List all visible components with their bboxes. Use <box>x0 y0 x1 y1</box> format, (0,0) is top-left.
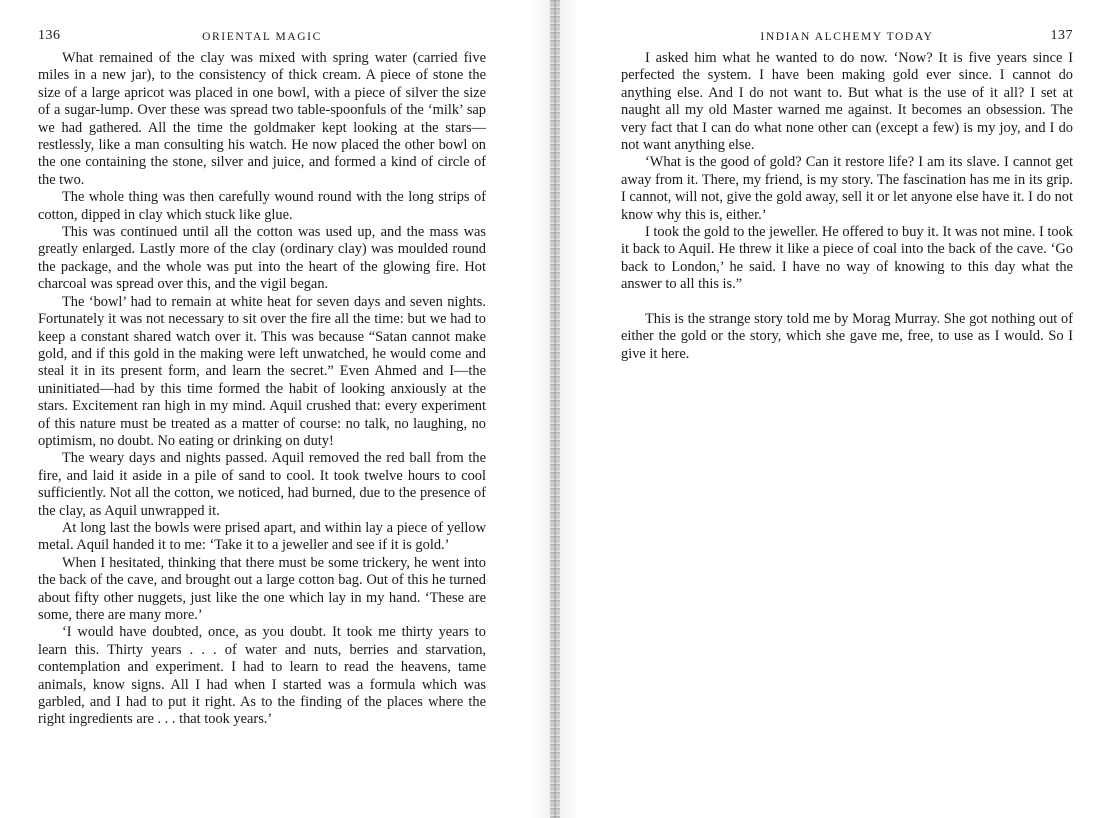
paragraph: This was continued until all the cotton was used up, and the mass was greatly enlarged. Lastly more of the clay (ordinary clay) was moulded round the package, and the whole was put into the heart of the glowing fire. Hot charcoal was spread over this, and the vigil began. <box>38 224 486 293</box>
book-gutter <box>550 0 560 818</box>
paragraph: ‘I would have doubted, once, as you doubt. It took me thirty years to learn this. Thirty years . . . of water and nuts, berries and starvation, contemplation and experiment. I had to learn to read the heavens, tame animals, know signs. All I had when I started was a formula which was garbled, and I had to put it right. As to the finding of the places where the right ingredients are . . . that took years.’ <box>38 624 486 728</box>
running-head <box>38 28 486 50</box>
page-number: 136 <box>38 28 61 43</box>
paragraph: The weary days and nights passed. Aquil removed the red ball from the fire, and laid it aside in a pile of sand to cool. It took twelve hours to cool sufficiently. Not all the cotton, we noticed, had burned, due to the presence of the clay, as Aquil unwrapped it. <box>38 450 486 519</box>
running-head <box>621 28 1073 50</box>
paragraph: I asked him what he wanted to do now. ‘Now? It is five years since I perfected the system. I have been making gold ever since. I cannot do anything else. And I do not want to. But what is the use of it all? I set at naught all my old Master warned me against. It becomes an obsession. The very fact that I can do what none other can (except a few) is my joy, and I do not want anything else. <box>621 50 1073 154</box>
paragraph: The ‘bowl’ had to remain at white heat for seven days and seven nights. Fortunately it was not necessary to sit over the fire all the time: but we had to keep a constant shared watch over it. This was because “Satan cannot make gold, and if this gold in the making were left unwatched, he would come and steal it in its present form, and learn the secret.” Even Ahmed and I—the uninitiated—had by this time formed the habit of looking anxiously at the stars. Excitement ran high in my mind. Aquil crushed that: every experiment of this nature must be treated as a matter of course: no talk, no laughing, no optimism, no doubt. No eating or drinking on duty! <box>38 293 486 449</box>
running-head-title: ORIENTAL MAGIC <box>202 31 322 43</box>
page-number: 137 <box>1050 28 1073 43</box>
paragraph: The whole thing was then carefully wound round with the long strips of cotton, dipped in clay which stuck like glue. <box>38 189 486 223</box>
left-page <box>38 28 486 729</box>
page-body <box>38 50 486 729</box>
page-body <box>621 50 1073 363</box>
paragraph: When I hesitated, thinking that there must be some trickery, he went into the back of the cave, and brought out a large cotton bag. Out of this he turned about fifty other nuggets, just like the one which lay in my hand. ‘These are some, there are many more.’ <box>38 554 486 623</box>
paragraph: ‘What is the good of gold? Can it restore life? I am its slave. I cannot get away from it. There, my friend, is my story. The fascination has me in its grip. I cannot, will not, give the gold away, sell it or let anyone else have it. I do not know why this is, either.’ <box>621 154 1073 223</box>
paragraph: What remained of the clay was mixed with spring water (carried five miles in a new jar), to the consistency of thick cream. A piece of stone the size of a large apricot was placed in one bowl, with a piece of silver the size of a sugar-lump. Over these was spread two table-spoonfuls of the ‘milk’ sap we had gathered. All the time the goldmaker kept looking at the stars—restlessly, like a man consulting his watch. He now placed the other bowl on the one containing the stone, silver and juice, and formed a kind of circle of the two. <box>38 50 486 188</box>
paragraph: At long last the bowls were prised apart, and within lay a piece of yellow metal. Aquil handed it to me: ‘Take it to a jeweller and see if it is gold.’ <box>38 519 486 554</box>
closing-paragraph: This is the strange story told me by Morag Murray. She got nothing out of either the gold or the story, which she gave me, free, to use as I would. So I give it here. <box>621 310 1073 362</box>
paragraph: I took the gold to the jeweller. He offered to buy it. It was not mine. I took it back to Aquil. He threw it like a piece of coal into the back of the cave. ‘Go back to London,’ he said. I have no way of knowing to this day what the answer to all this is.” <box>621 224 1073 293</box>
running-head-title: INDIAN ALCHEMY TODAY <box>760 31 934 43</box>
right-page <box>621 28 1073 363</box>
